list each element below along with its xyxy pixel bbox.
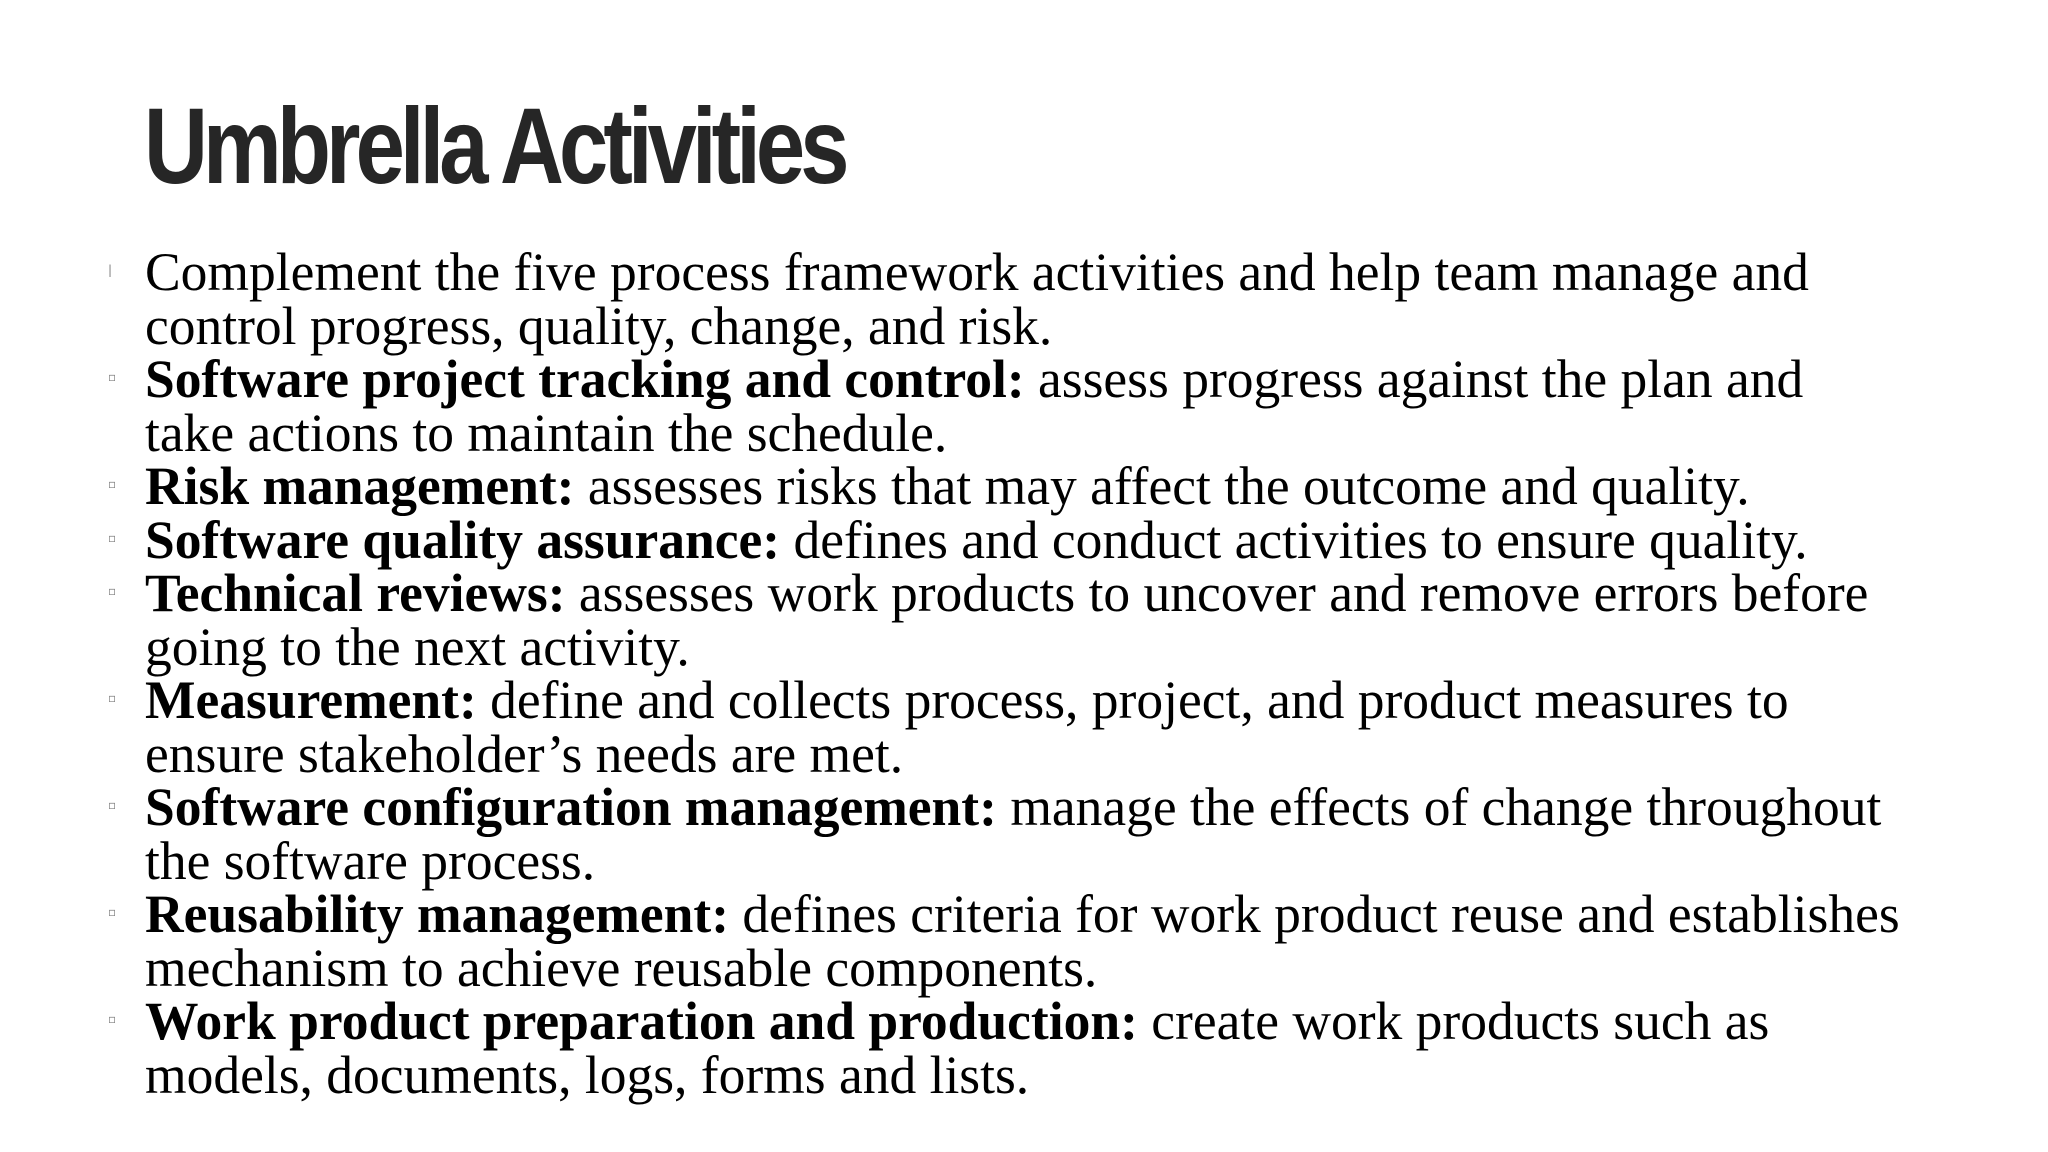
bullet-text: defines and conduct activities to ensure quality. <box>780 509 1808 570</box>
bullet-item <box>0 777 2048 891</box>
bullet-text: manage the effects of change throughout the software process. <box>145 777 1882 891</box>
bullet-term: Risk management: <box>145 456 575 516</box>
bullet-item <box>0 509 2048 570</box>
bullet-term: Reusability management: <box>145 884 730 944</box>
bullet-text: defines criteria for work product reuse and establishes mechanism to achieve reusable components. <box>145 884 1900 998</box>
bullet-list <box>0 242 2048 1105</box>
bullet-text: assesses work products to uncover and remove errors before going to the next activity. <box>145 563 1869 677</box>
bullet-marker-icon: ▫ <box>108 530 117 545</box>
bullet-item <box>0 349 2048 463</box>
bullet-text: Complement the five process framework activities and help team manage and control progress, quality, change, and risk. <box>145 242 1809 356</box>
bullet-item <box>0 456 2048 516</box>
bullet-item <box>0 670 2048 784</box>
bullet-text: create work products such as models, documents, logs, forms and lists. <box>145 991 1770 1105</box>
bullet-marker-icon: ▫ <box>108 905 117 919</box>
bullet-item <box>0 991 2048 1105</box>
bullet-text: define and collects process, project, and product measures to ensure stakeholder’s needs are met. <box>145 670 1789 784</box>
bullet-term: Software project tracking and control: <box>145 349 1025 409</box>
bullet-term: Software quality assurance: <box>145 509 781 570</box>
bullet-marker-icon: ▫ <box>108 584 117 598</box>
bullet-marker-icon: ▫ <box>108 1012 117 1026</box>
bullet-term: Software configuration management: <box>145 777 997 837</box>
bullet-term: Measurement: <box>145 670 477 730</box>
bullet-marker-icon: | <box>108 263 113 277</box>
bullet-term: Technical reviews: <box>145 563 566 623</box>
bullet-item <box>0 884 2048 998</box>
bullet-marker-icon: ▫ <box>108 477 117 491</box>
bullet-item <box>0 563 2048 677</box>
slide-title: Umbrella Activities <box>144 85 845 206</box>
bullet-marker-icon: ▫ <box>108 798 117 812</box>
bullet-marker-icon: ▫ <box>108 691 117 705</box>
bullet-item <box>0 242 2048 356</box>
bullet-text: assess progress against the plan and take actions to maintain the schedule. <box>145 349 1804 463</box>
bullet-term: Work product preparation and production: <box>145 991 1138 1051</box>
bullet-marker-icon: ▫ <box>108 370 117 384</box>
bullet-text: assesses risks that may affect the outcome and quality. <box>574 456 1750 516</box>
